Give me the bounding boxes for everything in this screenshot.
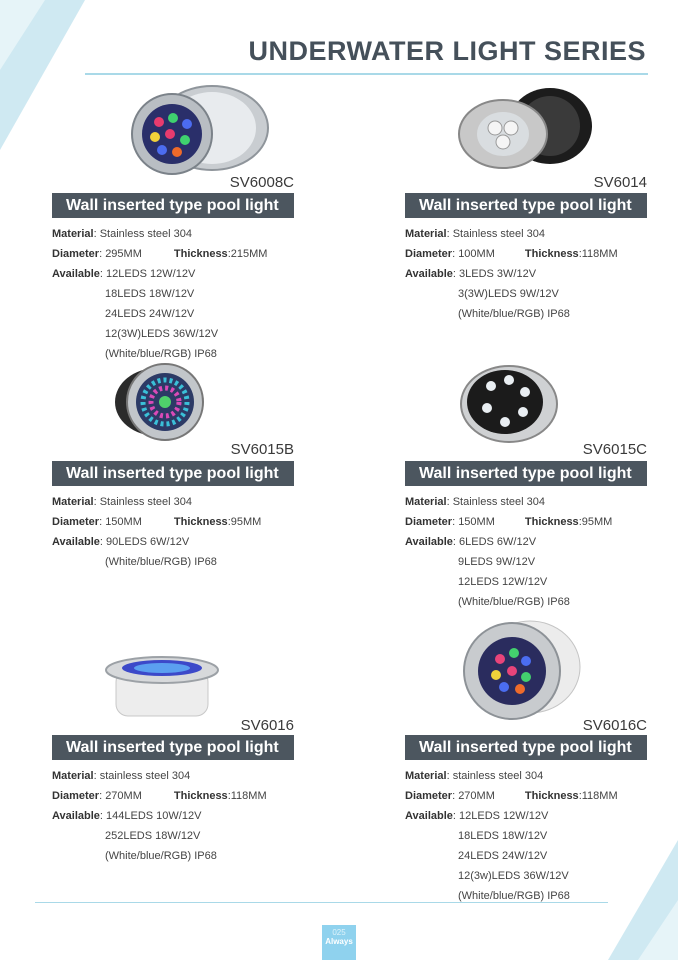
available-option: 9LEDS 9W/12V <box>458 556 536 568</box>
product-card-sv6015c <box>405 360 655 610</box>
page-number-tab <box>322 925 356 960</box>
model-number: SV6015B <box>230 441 294 458</box>
available-option: 24LEDS 24W/12V <box>458 850 548 862</box>
diameter-value: : 295MM <box>99 248 142 260</box>
available-option: (White/blue/RGB) IP68 <box>458 308 570 320</box>
thickness-value: :215MM <box>227 248 268 260</box>
thickness-value: :95MM <box>227 516 262 528</box>
footer-divider <box>35 902 608 903</box>
available-label: Available <box>405 536 453 548</box>
available-option: (White/blue/RGB) IP68 <box>105 348 217 360</box>
material-value: : stainless steel 304 <box>446 770 544 782</box>
spec-list <box>52 224 267 364</box>
model-number: SV6016C <box>582 717 647 734</box>
product-card-sv6008c <box>52 80 302 370</box>
material-value: : Stainless steel 304 <box>446 496 546 508</box>
available-option: (White/blue/RGB) IP68 <box>105 556 217 568</box>
product-card-sv6016c <box>405 615 655 905</box>
thickness-value: :118MM <box>578 790 618 802</box>
corner-decoration-top-inner <box>0 0 45 70</box>
material-label: Material <box>405 496 447 508</box>
diameter-value: : 150MM <box>452 516 495 528</box>
material-label: Material <box>52 496 94 508</box>
product-card-sv6014 <box>405 80 655 370</box>
material-label: Material <box>405 770 447 782</box>
available-option: 12(3W)LEDS 36W/12V <box>105 328 219 340</box>
available-option: : 3LEDS 3W/12V <box>452 268 537 280</box>
pool-light-image <box>460 617 590 725</box>
product-card-sv6016 <box>52 640 302 870</box>
thickness-label: Thickness <box>173 516 228 528</box>
available-option: 12(3w)LEDS 36W/12V <box>458 870 569 882</box>
spec-list <box>405 224 618 324</box>
diameter-value: : 150MM <box>99 516 142 528</box>
product-card-sv6015b <box>52 360 302 600</box>
diameter-label: Diameter <box>405 248 453 260</box>
title-divider <box>85 73 648 75</box>
pool-light-image <box>457 362 597 444</box>
available-option: : 12LEDS 12W/12V <box>99 268 196 280</box>
diameter-value: : 270MM <box>99 790 142 802</box>
diameter-label: Diameter <box>52 790 100 802</box>
available-option: 3(3W)LEDS 9W/12V <box>458 288 559 300</box>
product-type-banner: Wall inserted type pool light <box>405 193 647 218</box>
thickness-label: Thickness <box>524 790 579 802</box>
spec-list <box>52 492 261 572</box>
available-option: 24LEDS 24W/12V <box>105 308 195 320</box>
model-number: SV6014 <box>593 174 647 191</box>
available-label: Available <box>52 536 100 548</box>
product-type-banner: Wall inserted type pool light <box>52 735 294 760</box>
thickness-value: :118MM <box>227 790 267 802</box>
material-value: : Stainless steel 304 <box>93 496 193 508</box>
material-value: : Stainless steel 304 <box>446 228 546 240</box>
pool-light-image <box>107 362 267 442</box>
thickness-label: Thickness <box>173 248 228 260</box>
diameter-label: Diameter <box>52 516 100 528</box>
available-option: 18LEDS 18W/12V <box>458 830 548 842</box>
available-label: Available <box>405 268 453 280</box>
thickness-value: :118MM <box>578 248 618 260</box>
pool-light-image <box>104 654 224 724</box>
model-number: SV6016 <box>240 717 294 734</box>
available-option: : 12LEDS 12W/12V <box>452 810 549 822</box>
thickness-value: :95MM <box>578 516 613 528</box>
available-option: (White/blue/RGB) IP68 <box>105 850 217 862</box>
thickness-label: Thickness <box>524 248 579 260</box>
product-type-banner: Wall inserted type pool light <box>52 193 294 218</box>
diameter-value: : 270MM <box>452 790 495 802</box>
available-option: : 6LEDS 6W/12V <box>452 536 537 548</box>
material-label: Material <box>52 228 94 240</box>
available-option: (White/blue/RGB) IP68 <box>458 890 570 902</box>
available-option: 12LEDS 12W/12V <box>458 576 548 588</box>
pool-light-image <box>107 82 277 177</box>
diameter-label: Diameter <box>405 790 453 802</box>
spec-list <box>405 492 612 612</box>
thickness-label: Thickness <box>524 516 579 528</box>
material-value: : stainless steel 304 <box>93 770 191 782</box>
brand-name: Always <box>325 937 353 946</box>
model-number: SV6008C <box>229 174 294 191</box>
model-number: SV6015C <box>582 441 647 458</box>
diameter-value: : 100MM <box>452 248 495 260</box>
page-title: UNDERWATER LIGHT SERIES <box>248 36 646 66</box>
available-label: Available <box>405 810 453 822</box>
page-number: 025 <box>332 928 346 937</box>
spec-list <box>405 766 618 906</box>
corner-decoration-bottom-inner <box>638 900 678 960</box>
pool-light-image <box>455 84 605 176</box>
material-label: Material <box>405 228 447 240</box>
available-option: 252LEDS 18W/12V <box>105 830 201 842</box>
product-type-banner: Wall inserted type pool light <box>405 735 647 760</box>
available-label: Available <box>52 810 100 822</box>
material-value: : Stainless steel 304 <box>93 228 193 240</box>
spec-list <box>52 766 267 866</box>
thickness-label: Thickness <box>173 790 228 802</box>
available-label: Available <box>52 268 100 280</box>
diameter-label: Diameter <box>52 248 100 260</box>
product-type-banner: Wall inserted type pool light <box>405 461 647 486</box>
diameter-label: Diameter <box>405 516 453 528</box>
material-label: Material <box>52 770 94 782</box>
available-option: 18LEDS 18W/12V <box>105 288 195 300</box>
product-type-banner: Wall inserted type pool light <box>52 461 294 486</box>
available-option: : 144LEDS 10W/12V <box>99 810 202 822</box>
available-option: (White/blue/RGB) IP68 <box>458 596 570 608</box>
available-option: : 90LEDS 6W/12V <box>99 536 190 548</box>
